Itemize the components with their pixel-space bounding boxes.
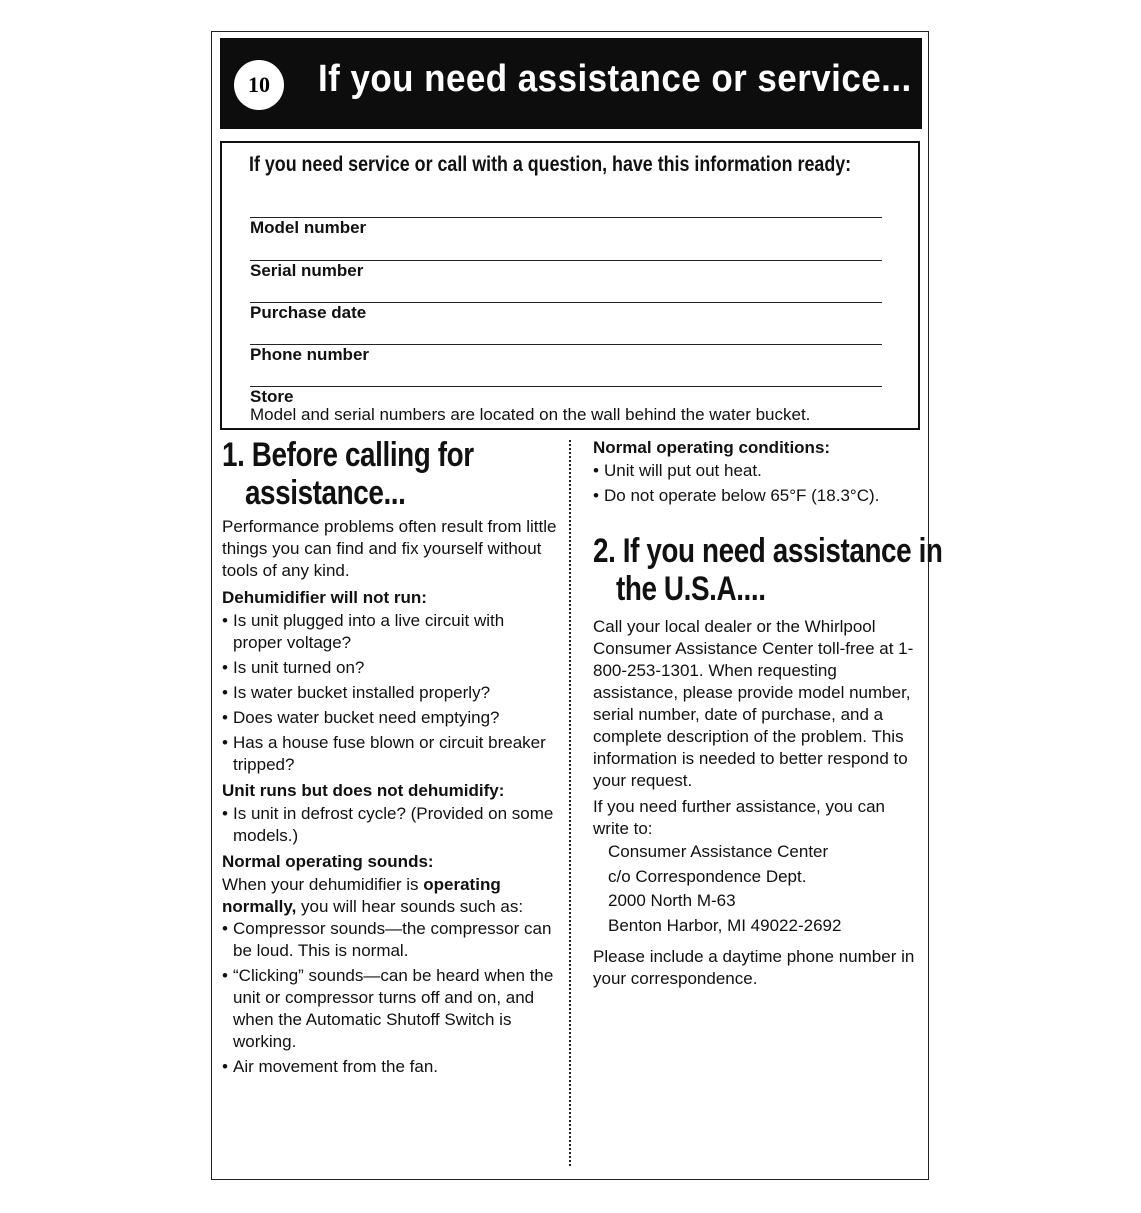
section2-title bbox=[593, 532, 943, 608]
section2-title-line2: the U.S.A.... bbox=[615, 570, 766, 608]
field-label: Phone number bbox=[250, 345, 370, 364]
right-column bbox=[593, 436, 943, 990]
group-heading: Normal operating conditions: bbox=[593, 438, 831, 457]
group-heading: Dehumidifier will not run: bbox=[222, 588, 427, 607]
list-item: • Does water bucket need emptying? bbox=[222, 707, 558, 729]
section-before-calling bbox=[222, 436, 558, 1081]
column-divider bbox=[569, 440, 571, 1166]
checklist bbox=[222, 803, 558, 847]
mailing-address bbox=[593, 840, 923, 938]
store-field[interactable] bbox=[250, 386, 882, 406]
sounds-intro-text: you will hear sounds such as: bbox=[296, 897, 524, 916]
phone-number-field[interactable] bbox=[250, 344, 882, 364]
section2-closing: Please include a daytime phone number in your correspondence. bbox=[593, 947, 915, 988]
field-label: Purchase date bbox=[250, 303, 367, 322]
list-item: • Is water bucket installed properly? bbox=[222, 682, 558, 704]
field-label: Model number bbox=[250, 218, 367, 237]
page-title: If you need assistance or service... bbox=[318, 58, 912, 100]
section2-body: Call your local dealer or the Whirlpool Consumer Assistance Center toll-free at 1-800-253-1301. When requesting assistance, please provide model number, serial number, date of purchase, and a complete description of the problem. This information is needed to better respond to your request. bbox=[593, 617, 914, 790]
section1-title-line2: assistance... bbox=[244, 474, 406, 512]
list-item: • Is unit plugged into a live circuit with proper voltage? bbox=[222, 610, 558, 654]
address-line: Consumer Assistance Center bbox=[608, 842, 829, 861]
info-note: Model and serial numbers are located on the wall behind the water bucket. bbox=[250, 405, 811, 424]
list-item: • “Clicking” sounds—can be heard when the unit or compressor turns off and on, and when the Automatic Shutoff Switch is working. bbox=[222, 965, 558, 1053]
sounds-intro-bold: operating normally, bbox=[222, 875, 501, 916]
serial-number-field[interactable] bbox=[250, 260, 882, 280]
checklist bbox=[222, 610, 558, 776]
section1-intro: Performance problems often result from little things you can find and fix yourself without tools of any kind. bbox=[222, 517, 557, 580]
section2-title-line1: 2. If you need assistance in bbox=[593, 532, 943, 570]
sounds-intro-text: When your dehumidifier is bbox=[222, 875, 424, 894]
list-item: • Do not operate below 65°F (18.3°C). bbox=[593, 485, 923, 507]
sounds-intro bbox=[222, 874, 558, 918]
address-line: Benton Harbor, MI 49022-2692 bbox=[608, 915, 842, 935]
section2-further: If you need further assistance, you can write to: bbox=[593, 797, 886, 838]
header-banner bbox=[220, 38, 922, 129]
section-number-badge: 10 bbox=[234, 60, 284, 110]
field-line bbox=[250, 386, 882, 387]
list-item: • Air movement from the fan. bbox=[222, 1056, 558, 1078]
group-heading: Unit runs but does not dehumidify: bbox=[222, 781, 505, 800]
group-heading: Normal operating sounds: bbox=[222, 852, 434, 871]
list-item: • Unit will put out heat. bbox=[593, 460, 923, 482]
checklist bbox=[222, 918, 558, 1078]
info-heading: If you need service or call with a question, have this information ready: bbox=[249, 153, 852, 176]
model-number-field[interactable] bbox=[250, 217, 882, 237]
list-item: • Is unit in defrost cycle? (Provided on some models.) bbox=[222, 803, 558, 847]
list-item: • Has a house fuse blown or circuit breaker tripped? bbox=[222, 732, 558, 776]
purchase-date-field[interactable] bbox=[250, 302, 882, 322]
list-item: • Compressor sounds—the compressor can be loud. This is normal. bbox=[222, 918, 558, 962]
section1-title bbox=[222, 436, 498, 512]
service-info-box bbox=[220, 141, 920, 430]
field-label: Serial number bbox=[250, 261, 364, 280]
address-line: c/o Correspondence Dept. bbox=[608, 866, 807, 886]
list-item: • Is unit turned on? bbox=[222, 657, 558, 679]
checklist bbox=[593, 460, 923, 507]
section1-title-line1: 1. Before calling for bbox=[222, 436, 474, 474]
address-line: 2000 North M-63 bbox=[608, 891, 736, 910]
field-label: Store bbox=[250, 387, 294, 406]
